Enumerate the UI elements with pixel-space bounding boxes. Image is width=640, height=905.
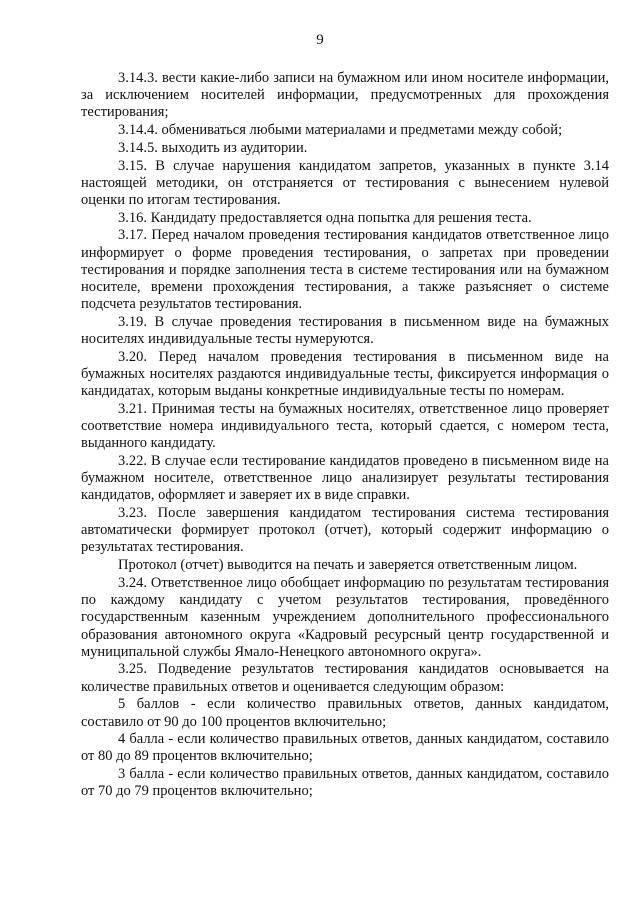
paragraph-3-22: 3.22. В случае если тестирование кандидатов проведено в письменном виде на бумажном носителе, ответственное лицо анализирует результаты тестирования кандидатов, оформляет и заверяет их в виде справки.	[81, 452, 609, 504]
paragraph-3-17: 3.17. Перед началом проведения тестирования кандидатов ответственное лицо информирует о форме проведения тестирования, о запретах при проведении тестирования и порядке заполнения теста в системе тестирования или на бумажном носителе, времени прохождения тестирования, а также разъясняет о системе подсчета результатов тестирования.	[81, 227, 609, 313]
paragraph-3-14-4: 3.14.4. обмениваться любыми материалами и предметами между собой;	[118, 122, 563, 139]
paragraph-3-24: 3.24. Ответственное лицо обобщает информацию по результатам тестирования по каждому кандидату с учетом результатов тестирования, проведённого государственным казенным учреждением дополнительного профессионального образования автономного округа «Кадровый ресурсный центр государственной и муниципальной службы Ямало-Ненецкого автономного округа».	[81, 574, 609, 660]
paragraph-3-20: 3.20. Перед началом проведения тестирования в письменном виде на бумажных носителях раздаются индивидуальные тесты, фиксируется информация о кандидатах, которым выданы конкретные индивидуальные тесты по номерам.	[81, 348, 609, 400]
paragraph-3-19: 3.19. В случае проведения тестирования в письменном виде на бумажных носителях индивидуальные тесты нумеруются.	[81, 313, 609, 348]
paragraph-protocol-print: Протокол (отчет) выводится на печать и заверяется ответственным лицом.	[118, 557, 578, 574]
paragraph-score-4: 4 балла - если количество правильных ответов, данных кандидатом, составило от 80 до 89 процентов включительно;	[81, 731, 609, 765]
paragraph-3-25: 3.25. Подведение результатов тестирования кандидатов основывается на количестве правильных ответов и оценивается следующим образом:	[81, 661, 609, 695]
paragraph-3-15: 3.15. В случае нарушения кандидатом запретов, указанных в пункте 3.14 настоящей методики, он отстраняется от тестирования с вынесением нулевой оценки по итогам тестирования.	[81, 157, 609, 208]
document-body	[81, 70, 609, 801]
paragraph-score-3: 3 балла - если количество правильных ответов, данных кандидатом, составило от 70 до 79 процентов включительно;	[81, 766, 609, 800]
paragraph-3-14-3: 3.14.3. вести какие-либо записи на бумажном или ином носителе информации, за исключением носителей информации, предусмотренных для прохождения тестирования;	[81, 70, 609, 121]
paragraph-3-23: 3.23. После завершения кандидатом тестирования система тестирования автоматически формирует протокол (отчет), который содержит информацию о результатах тестирования.	[81, 505, 609, 556]
page-number: 9	[316, 32, 324, 48]
paragraph-score-5: 5 баллов - если количество правильных ответов, данных кандидатом, составило от 90 до 100 процентов включительно;	[81, 696, 609, 730]
paragraph-3-16: 3.16. Кандидату предоставляется одна попытка для решения теста.	[118, 209, 532, 226]
paragraph-3-14-5: 3.14.5. выходить из аудитории.	[118, 139, 308, 156]
paragraph-3-21: 3.21. Принимая тесты на бумажных носителях, ответственное лицо проверяет соответствие номера индивидуального теста, который сдается, с номером теста, выданного кандидату.	[81, 400, 609, 452]
